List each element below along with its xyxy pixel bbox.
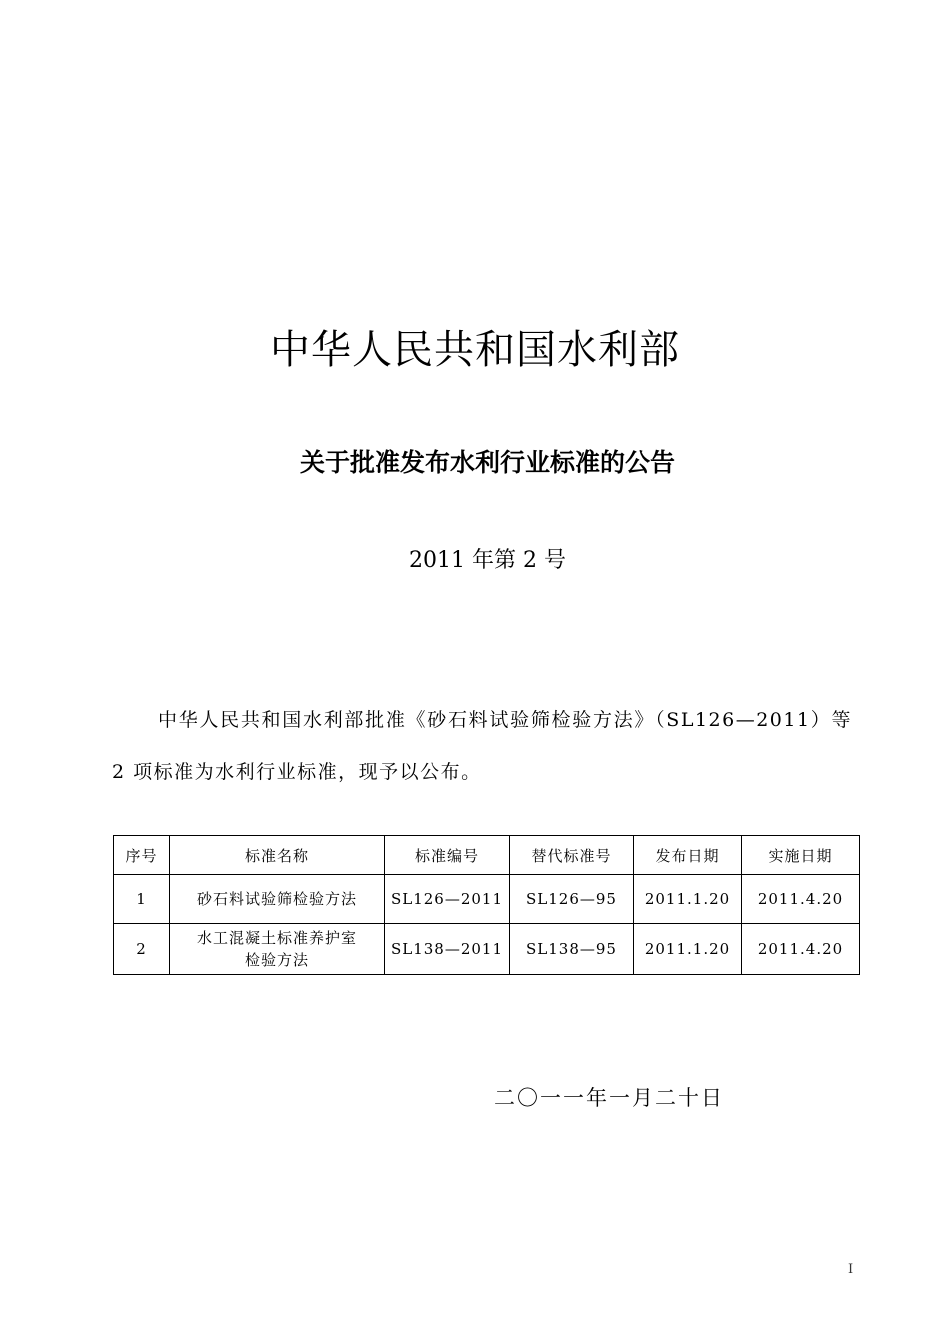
announcement-title: 关于批准发布水利行业标准的公告 — [299, 448, 675, 477]
header-name: 标准名称 — [170, 836, 385, 875]
row-replaces: SL138—95 — [510, 924, 634, 975]
row-name-line: 砂石料试验筛检验方法 — [196, 890, 357, 908]
row-replaces: SL126—95 — [510, 875, 634, 924]
table-header-row — [114, 836, 860, 875]
header-effective: 实施日期 — [742, 836, 860, 875]
header-replaces: 替代标准号 — [510, 836, 634, 875]
row-name-line: 水工混凝土标准养护室 — [196, 929, 357, 947]
row-effective: 2011.4.20 — [742, 924, 860, 975]
row-index: 1 — [114, 875, 170, 924]
row-name — [170, 924, 385, 975]
row-published: 2011.1.20 — [634, 875, 742, 924]
row-effective: 2011.4.20 — [742, 875, 860, 924]
header-published: 发布日期 — [634, 836, 742, 875]
row-published: 2011.1.20 — [634, 924, 742, 975]
standards-table — [113, 835, 860, 975]
row-name-line: 检验方法 — [244, 951, 309, 969]
issuer-title: 中华人民共和国水利部 — [270, 327, 680, 373]
row-name — [170, 875, 385, 924]
announcement-number: 2011 年第 2 号 — [409, 548, 566, 573]
table-row — [114, 875, 860, 924]
signature-date: 二〇一一年一月二十日 — [494, 1086, 724, 1110]
row-code: SL138—2011 — [385, 924, 510, 975]
page-number: I — [848, 1262, 854, 1277]
row-index: 2 — [114, 924, 170, 975]
header-index: 序号 — [114, 836, 170, 875]
row-code: SL126—2011 — [385, 875, 510, 924]
table-row — [114, 924, 860, 975]
body-paragraph: 中华人民共和国水利部批准《砂石料试验筛检验方法》（SL126—2011）等 2 项标准为水利行业标准，现予以公布。 — [112, 709, 852, 783]
header-code: 标准编号 — [385, 836, 510, 875]
